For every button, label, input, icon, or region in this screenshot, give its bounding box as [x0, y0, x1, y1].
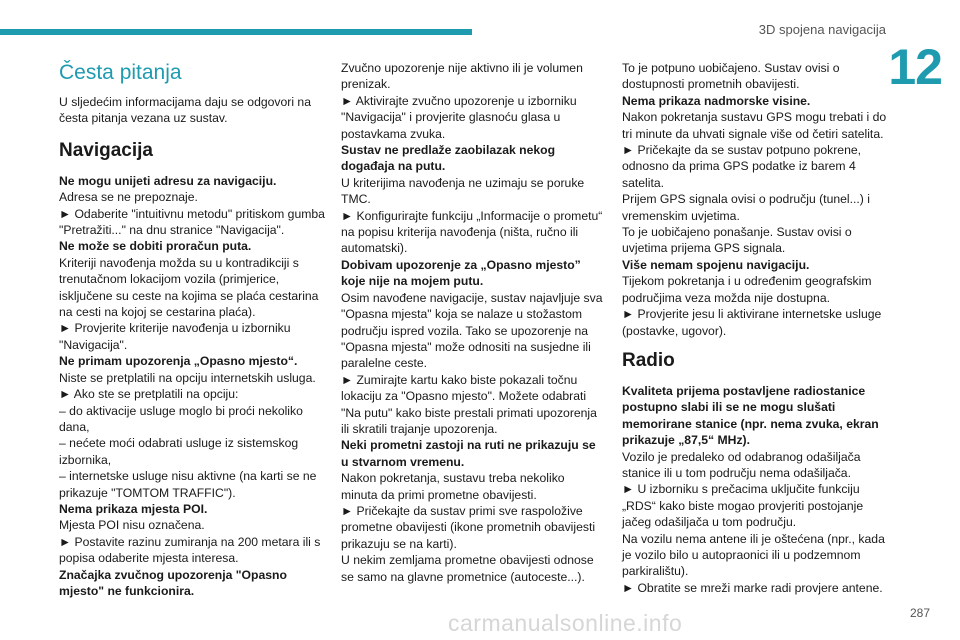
heading-navigation: Navigacija [59, 139, 153, 161]
answer: Nakon pokretanja, sustavu treba nekoliko minuta da primi prometne obavijesti. [341, 471, 565, 502]
question: Kvaliteta prijema postavljene radiostanice postupno slabi ili se ne mogu slušati memorirane stanice (npr. nema zvuka, ekran prikazuje „87,5“ MHz). [622, 383, 879, 448]
heading-radio: Radio [622, 349, 675, 371]
answer: Osim navođene navigacije, sustav najavljuje sva "Opasna mjesta" koja se nalaze u stožastom području ispred vozila. Tako se upozorenje na "Opasna mjesta" može odnositi na susjedne ili paralelne ceste. [341, 290, 603, 371]
answer: To je uobičajeno ponašanje. Sustav ovisi o uvjetima prijema GPS signala. [622, 225, 852, 256]
question: Nema prikaza nadmorske visine. [622, 93, 811, 108]
answer: Niste se pretplatili na opciju internetskih usluga. [59, 370, 316, 385]
page-number: 287 [909, 606, 930, 620]
column-3 [622, 60, 890, 596]
answer-list-item: – nećete moći odabrati usluge iz sistemskog izbornika, [59, 436, 299, 467]
watermark: carmanualsonline.info [448, 610, 683, 636]
question: Više nemam spojenu navigaciju. [622, 257, 810, 272]
question: Ne može se dobiti proračun puta. [59, 239, 252, 254]
answer-step: ► Zumirajte kartu kako biste pokazali točnu lokaciju za "Opasno mjesto". Možete odabrati "Na putu" kako biste prestali primati upozorenja ili skratili trajanje upozorenja. [341, 372, 597, 436]
answer: Nakon pokretanja sustavu GPS mogu trebati i do tri minute da uhvati signale više od četiri satelita. [622, 110, 887, 141]
answer-step: ► Aktivirajte zvučno upozorenje u izborniku "Navigacija" i provjerite glasnoću glasa u postavkama zvuka. [341, 93, 577, 141]
section-title: 3D spojena navigacija [758, 22, 886, 37]
question: Nema prikaza mjesta POI. [59, 501, 208, 516]
answer-step: ► Pričekajte da se sustav potpuno pokrene, odnosno da prima GPS podatke iz barem 4 satelita. [622, 143, 862, 190]
answer: To je potpuno uobičajeno. Sustav ovisi o dostupnosti prometnih obavijesti. [622, 61, 840, 92]
question: Neki prometni zastoji na ruti ne prikazuju se u stvarnom vremenu. [341, 438, 596, 469]
answer-step: ► Postavite razinu zumiranja na 200 metara ili s popisa odaberite mjesta interesa. [59, 534, 321, 566]
answer-step: ► U izborniku s prečacima uključite funkciju „RDS“ kako biste mogao provjeriti postojanje jačeg odašiljača u tom području. [622, 482, 864, 530]
chapter-number: 12 [888, 39, 942, 95]
answer: U nekim zemljama prometne obavijesti odnose se samo na glavne prometnice (autoceste...). [341, 553, 594, 584]
answer-list-item: – do aktivacije usluge moglo bi proći nekoliko dana, [59, 403, 303, 434]
answer-step: ► Provjerite jesu li aktivirane internetske usluge (postavke, ugovor). [622, 307, 882, 338]
answer-step: ► Konfigurirajte funkciju „Informacije o prometu“ na popisu kriterija navođenja (ništa, ručno ili automatski). [341, 208, 603, 256]
question: Ne primam upozorenja „Opasno mjesto“. [59, 354, 298, 369]
header-accent-bar [0, 29, 472, 35]
question: Sustav ne predlaže zaobilazak nekog događaja na putu. [341, 143, 556, 174]
answer: Prijem GPS signala ovisi o području (tunel...) i vremenskim uvjetima. [622, 192, 870, 223]
intro-text: U sljedećim informacijama daju se odgovori na česta pitanja vezana uz sustav. [59, 95, 311, 126]
question: Značajka zvučnog upozorenja "Opasno mjesto" ne funkcionira. [59, 567, 287, 598]
question: Ne mogu unijeti adresu za navigaciju. [59, 173, 277, 188]
answer-step: ► Ako ste se pretplatili na opciju: [59, 387, 239, 402]
answer: Adresa se ne prepoznaje. [59, 190, 198, 205]
page-title: Česta pitanja [59, 61, 182, 84]
column-1 [59, 60, 327, 599]
answer: U kriterijima navođenja ne uzimaju se poruke TMC. [341, 175, 585, 207]
answer: Zvučno upozorenje nije aktivno ili je volumen prenizak. [341, 61, 583, 92]
answer: Tijekom pokretanja i u određenim geografskim područjima veza možda nije dostupna. [622, 274, 872, 305]
column-2 [341, 60, 603, 585]
answer: Vozilo je predaleko od odabranog odašiljača stanice ili u tom području nema odašiljača. [622, 449, 861, 480]
answer-step: ► Odaberite "intuitivnu metodu" pritiskom gumba "Pretražiti..." na dnu stranice "Navigacija". [59, 206, 325, 238]
answer: Na vozilu nema antene ili je oštećena (npr., kada je vozilo bilo u autopraonici ili u podzemnom parkiralištu). [622, 531, 885, 579]
answer: Mjesta POI nisu označena. [59, 518, 205, 533]
answer-step: ► Pričekajte da sustav primi sve raspoložive prometne obavijesti (ikone prometnih obavijesti prikazuju se na karti). [341, 503, 596, 551]
answer-step: ► Obratite se mreži marke radi provjere antene. [622, 580, 883, 595]
answer: Kriteriji navođenja možda su u kontradikciji s trenutačnom lokacijom vozila (primjerice, isključene su ceste na kojima se plaća cestarina na cesti na kojoj se cestarina plaća). [59, 255, 319, 320]
answer-list-item: – internetske usluge nisu aktivne (na karti se ne prikazuje "TOMTOM TRAFFIC"). [59, 469, 317, 500]
question: Dobivam upozorenje za „Opasno mjesto” koje nije na mojem putu. [341, 257, 581, 289]
answer-step: ► Provjerite kriterije navođenja u izborniku "Navigacija". [59, 321, 291, 352]
